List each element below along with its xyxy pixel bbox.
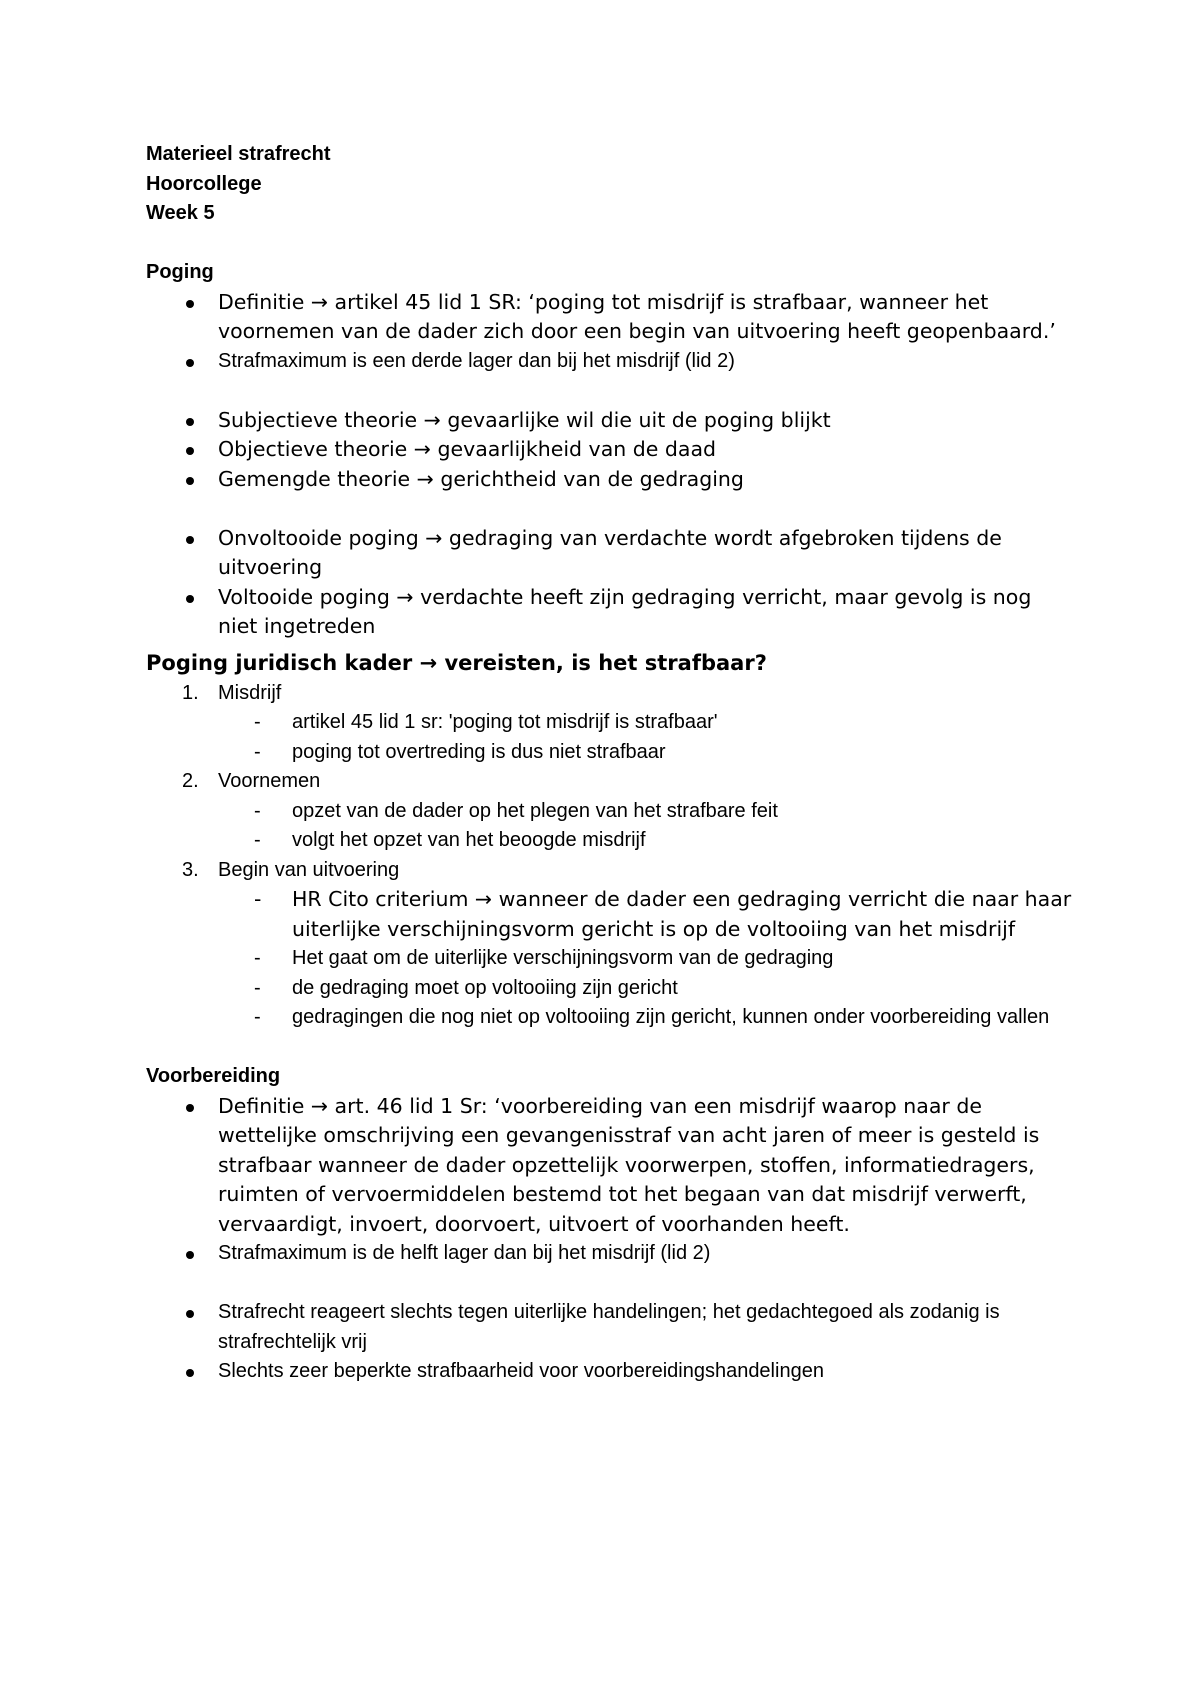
sub-item: - volgt het opzet van het beoogde misdrijf bbox=[146, 826, 1076, 856]
list-item: Definitie → artikel 45 lid 1 SR: ‘poging tot misdrijf is strafbaar, wanneer het voornemen van de dader zich door een begin van uitvoering heeft geopenbaard.’ bbox=[146, 288, 1076, 347]
sub-item: - de gedraging moet op voltooiing zijn gericht bbox=[146, 974, 1076, 1004]
sub-item: - Het gaat om de uiterlijke verschijningsvorm van de gedraging bbox=[146, 944, 1076, 974]
section-heading-voorbereiding: Voorbereiding bbox=[146, 1065, 281, 1087]
list-item: Strafmaximum is de helft lager dan bij het misdrijf (lid 2) bbox=[146, 1239, 1076, 1269]
list-item: Objectieve theorie → gevaarlijkheid van de daad bbox=[146, 435, 1076, 465]
numbered-item: 1. Misdrijf bbox=[182, 681, 282, 704]
list-item: Definitie → art. 46 lid 1 Sr: ‘voorbereiding van een misdrijf waarop naar de wettelijke omschrijving een gevangenisstraf van acht jaren of meer is gesteld is strafbaar wanneer de dader opzettelijk voorwerpen, stoffen, informatiedragers, ruimten of vervoermiddelen bestemd tot het begaan van dat misdrijf verwerft, vervaardigt, invoert, doorvoert, uitvoert of voorhanden heeft. bbox=[146, 1092, 1076, 1240]
sub-item: - gedragingen die nog niet op voltooiing zijn gericht, kunnen onder voorbereiding vallen bbox=[146, 1003, 1076, 1033]
list-item: Subjectieve theorie → gevaarlijke wil die uit de poging blijkt bbox=[146, 406, 1076, 436]
sub-item: - artikel 45 lid 1 sr: 'poging tot misdrijf is strafbaar' bbox=[146, 708, 1076, 738]
document-content bbox=[146, 140, 1076, 1387]
list-item: Strafrecht reageert slechts tegen uiterlijke handelingen; het gedachtegoed als zodanig is strafrechtelijk vrij bbox=[146, 1298, 1076, 1357]
list-item: Onvoltooide poging → gedraging van verdachte wordt afgebroken tijdens de uitvoering bbox=[146, 524, 1076, 583]
sub-item: - HR Cito criterium → wanneer de dader een gedraging verricht die naar haar uiterlijke verschijningsvorm gericht is op de voltooiing van het misdrijf bbox=[146, 885, 1076, 944]
week-label: Week 5 bbox=[146, 202, 215, 224]
lecture-type: Hoorcollege bbox=[146, 172, 262, 195]
section-heading-kader: Poging juridisch kader → vereisten, is het strafbaar? bbox=[146, 650, 767, 675]
list-item: Slechts zeer beperkte strafbaarheid voor voorbereidingshandelingen bbox=[146, 1357, 1076, 1387]
section-heading-poging: Poging bbox=[146, 261, 214, 283]
numbered-item: 2. Voornemen bbox=[182, 770, 321, 792]
course-title: Materieel strafrecht bbox=[146, 143, 331, 165]
sub-item: - opzet van de dader op het plegen van het strafbare feit bbox=[146, 797, 1076, 827]
sub-item: - poging tot overtreding is dus niet strafbaar bbox=[146, 738, 1076, 768]
list-item: Gemengde theorie → gerichtheid van de gedraging bbox=[146, 465, 1076, 495]
list-item: Voltooide poging → verdachte heeft zijn gedraging verricht, maar gevolg is nog niet ingetreden bbox=[146, 583, 1076, 642]
numbered-item: 3. Begin van uitvoering bbox=[182, 858, 400, 881]
list-item: Strafmaximum is een derde lager dan bij het misdrijf (lid 2) bbox=[146, 347, 1076, 377]
